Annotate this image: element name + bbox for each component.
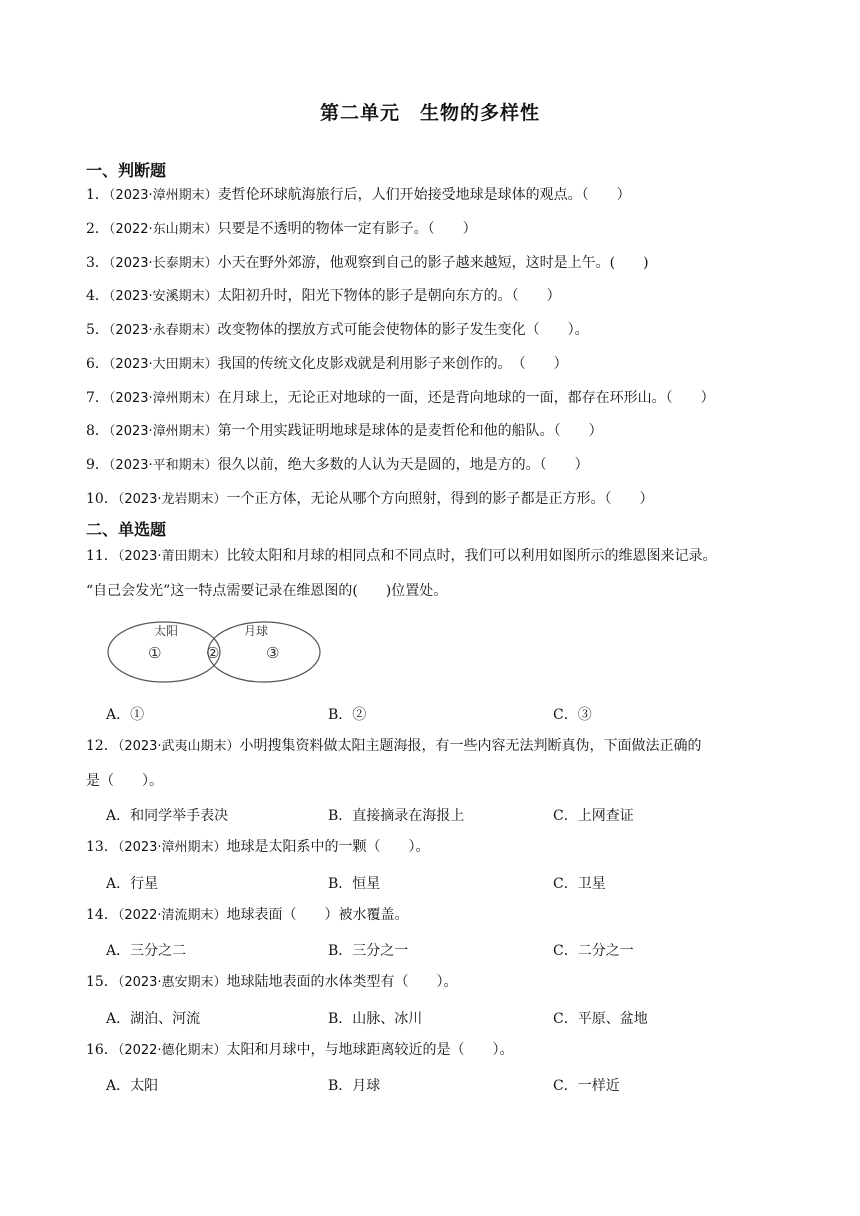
question-number: 12． xyxy=(86,738,118,754)
question-source: （2022·清流期末） xyxy=(117,908,227,923)
question-7 xyxy=(86,387,786,410)
option-b: B．② xyxy=(328,707,367,723)
question-5 xyxy=(86,319,786,342)
question-text: 比较太阳和月球的相同点和不同点时，我们可以利用如图所示的维恩图来记录。 xyxy=(226,548,717,564)
question-source: （2022·东山期末） xyxy=(108,222,218,237)
question-text: 麦哲伦环球航海旅行后，人们开始接受地球是球体的观点。（ ） xyxy=(217,187,631,203)
option-b: B．三分之一 xyxy=(328,943,409,959)
question-source: （2023·龙岩期末） xyxy=(117,492,227,507)
question-16 xyxy=(86,1039,786,1062)
question-number: 5． xyxy=(86,322,109,338)
question-text: 太阳和月球中，与地球距离较近的是（ ）。 xyxy=(226,1042,514,1058)
question-text: 改变物体的摆放方式可能会使物体的影子发生变化（ ）。 xyxy=(217,322,589,338)
option-a: A．湖泊、河流 xyxy=(106,1011,201,1027)
question-source: （2023·漳州期末） xyxy=(108,391,218,406)
section-heading-single-choice: 二、单选题 xyxy=(86,520,167,539)
option-c: C．上网查证 xyxy=(553,808,634,824)
question-number: 16． xyxy=(86,1042,118,1058)
question-source: （2023·武夷山期末） xyxy=(117,739,240,754)
question-text: 地球是太阳系中的一颗（ ）。 xyxy=(226,839,430,855)
option-c: C．卫星 xyxy=(553,876,606,892)
question-text: 我国的传统文化皮影戏就是利用影子来创作的。 （ ） xyxy=(217,356,568,372)
question-source: （2023·永春期末） xyxy=(108,323,218,338)
question-14 xyxy=(86,904,786,927)
question-source: （2023·安溪期末） xyxy=(108,289,218,304)
question-number: 11． xyxy=(86,548,118,564)
option-a: A．太阳 xyxy=(106,1078,159,1094)
option-a: A．三分之二 xyxy=(106,943,187,959)
question-source: （2023·大田期末） xyxy=(108,357,218,372)
venn-marker-3: ③ xyxy=(266,644,280,662)
question-1 xyxy=(86,184,786,207)
question-2 xyxy=(86,218,786,241)
question-source: （2022·德化期末） xyxy=(117,1043,227,1058)
question-13 xyxy=(86,836,786,859)
question-number: 8． xyxy=(86,423,109,439)
page-title: 第二单元 生物的多样性 xyxy=(319,102,540,124)
question-4 xyxy=(86,285,786,308)
question-source: （2023·长泰期末） xyxy=(108,256,218,271)
question-number: 9． xyxy=(86,457,109,473)
question-9 xyxy=(86,454,786,477)
question-number: 13． xyxy=(86,839,118,855)
question-source: （2023·漳州期末） xyxy=(108,188,218,203)
question-11-continued: “自己会发光”这一特点需要记录在维恩图的( )位置处。 xyxy=(86,583,448,599)
venn-label-moon: 月球 xyxy=(244,624,269,638)
question-number: 1． xyxy=(86,187,109,203)
question-10 xyxy=(86,488,786,511)
question-text: 第一个用实践证明地球是球体的是麦哲伦和他的船队。（ ） xyxy=(217,423,603,439)
option-a: A．行星 xyxy=(106,876,159,892)
option-c: C．③ xyxy=(553,707,592,723)
option-c: C．一样近 xyxy=(553,1078,620,1094)
section-heading-judgement: 一、判断题 xyxy=(86,161,167,180)
option-b: B．直接摘录在海报上 xyxy=(328,808,465,824)
question-15 xyxy=(86,971,786,994)
option-a: A．和同学举手表决 xyxy=(106,808,229,824)
question-source: （2023·漳州期末） xyxy=(117,840,227,855)
venn-diagram xyxy=(104,618,326,686)
question-text: 小天在野外郊游，他观察到自己的影子越来越短，这时是上午。( ) xyxy=(217,255,649,271)
question-6 xyxy=(86,353,786,376)
question-text: 很久以前，绝大多数的人认为天是圆的，地是方的。（ ） xyxy=(217,457,589,473)
question-text: 只要是不透明的物体一定有影子。（ ） xyxy=(217,221,477,237)
question-number: 10． xyxy=(86,491,118,507)
question-12-continued: 是（ ）。 xyxy=(86,773,163,789)
option-b: B．月球 xyxy=(328,1078,381,1094)
option-c: C．平原、盆地 xyxy=(553,1011,648,1027)
question-source: （2023·惠安期末） xyxy=(117,975,227,990)
option-b: B．山脉、冰川 xyxy=(328,1011,423,1027)
question-number: 7． xyxy=(86,390,109,406)
option-c: C．二分之一 xyxy=(553,943,634,959)
question-11 xyxy=(86,545,786,568)
question-text: 在月球上，无论正对地球的一面，还是背向地球的一面，都存在环形山。（ ） xyxy=(217,390,715,406)
question-number: 15． xyxy=(86,974,118,990)
option-b: B．恒星 xyxy=(328,876,381,892)
question-text: 地球表面（ ）被水覆盖。 xyxy=(226,907,409,923)
venn-marker-1: ① xyxy=(148,644,162,662)
question-number: 2． xyxy=(86,221,109,237)
question-number: 6． xyxy=(86,356,109,372)
question-12 xyxy=(86,735,786,758)
question-text: 小明搜集资料做太阳主题海报，有一些内容无法判断真伪，下面做法正确的 xyxy=(239,738,702,754)
question-text: 一个正方体，无论从哪个方向照射，得到的影子都是正方形。（ ） xyxy=(226,491,654,507)
question-number: 3． xyxy=(86,255,109,271)
question-3 xyxy=(86,252,786,275)
venn-label-sun: 太阳 xyxy=(154,624,179,638)
question-source: （2023·漳州期末） xyxy=(108,424,218,439)
question-number: 4． xyxy=(86,288,109,304)
question-text: 太阳初升时，阳光下物体的影子是朝向东方的。（ ） xyxy=(217,288,561,304)
venn-marker-2: ② xyxy=(206,644,220,662)
option-a: A．① xyxy=(106,707,145,723)
question-source: （2023·平和期末） xyxy=(108,458,218,473)
question-text: 地球陆地表面的水体类型有（ ）。 xyxy=(226,974,458,990)
question-source: （2023·莆田期末） xyxy=(117,549,227,564)
question-number: 14． xyxy=(86,907,118,923)
question-8 xyxy=(86,420,786,443)
